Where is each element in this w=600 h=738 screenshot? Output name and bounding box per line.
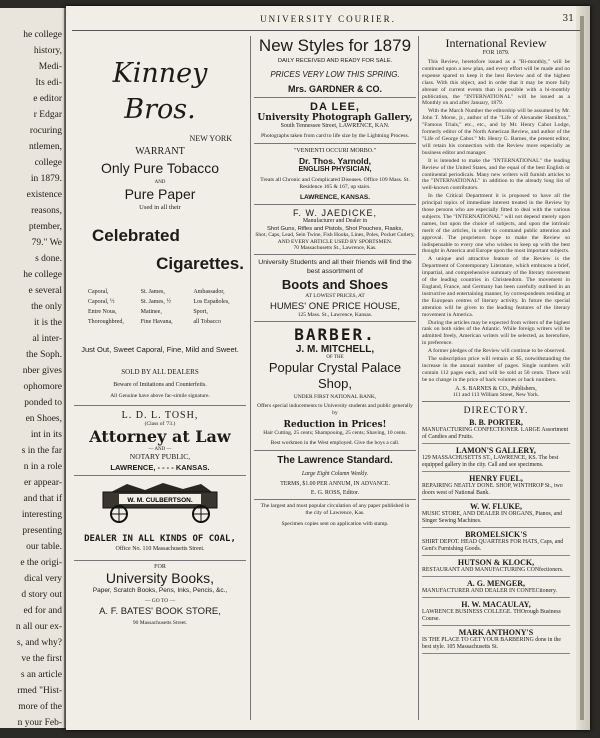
- previous-page-text-line: rmed "Hist-: [17, 686, 62, 696]
- review-paragraph: With the March Number the editorship will be assumed by Mr. John T. Morse, jr., author of the "Life of Alexander Hamilton," "Famous Trials," etc., etc., and by Mr. Henry Cabot Lodge, formerly editor of the North American Review, and author of the "Life of George Cabot." Mr. Henry G. Barnes, the present editor, will retain his connection with the Review more especially as business editor and manager.: [422, 108, 570, 156]
- divider: [254, 499, 416, 500]
- previous-page-text-line: history,: [33, 46, 62, 56]
- jaedicke-goods2: Shot, Caps, Lead, Sein Twine, Fish Hooks, Lines, Poles, Pocket Cutlery,: [255, 232, 415, 238]
- previous-page-text-line: n in a role: [23, 462, 62, 472]
- standard-circulation: The largest and most popular circulation of any paper published in the city of Lawrence, Kas.: [260, 503, 410, 516]
- divider: [254, 321, 416, 322]
- kinney-brands: [74, 287, 246, 327]
- tosh-class: (Class of '73.): [144, 421, 176, 427]
- coal-dealer: DEALER IN ALL KINDS OF COAL,: [84, 534, 236, 544]
- standard-specimen: Specimen copies sent on application with stamp.: [281, 521, 389, 527]
- humes-house: HUMES' ONE PRICE HOUSE,: [269, 301, 401, 312]
- directory-entry: [422, 418, 570, 444]
- directory-entry-description: SHIRT DEPOT. HEAD QUARTERS FOR HATS, Caps, and Gent's Furnishing Goods.: [422, 538, 564, 552]
- previous-page-text-line: the Soph.: [26, 350, 62, 360]
- barber-heading: BARBER.: [294, 325, 376, 344]
- binding-edge: [580, 16, 584, 720]
- newspaper-page: [66, 6, 590, 730]
- barber-under: UNDER FIRST NATIONAL BANK,: [293, 394, 377, 400]
- coal-office: Office No. 110 Massachusetts Street.: [115, 546, 205, 552]
- bates-address: 90 Massachusetts Street.: [132, 620, 188, 626]
- page-number: 31: [562, 14, 574, 24]
- review-publisher: A. S. BARNES & CO., Publishers,: [455, 385, 537, 392]
- dalee-gallery: University Photograph Gallery,: [257, 113, 413, 123]
- previous-page-text-line: e the origi-: [20, 558, 62, 568]
- previous-page-text-line: nber gives: [22, 366, 62, 376]
- brand: Fine Havana,: [140, 319, 173, 325]
- page-header-title: UNIVERSITY COURIER.: [260, 14, 396, 24]
- standard-large: Large Eight Column Weekly.: [301, 471, 369, 477]
- directory-title: DIRECTORY.: [463, 405, 529, 416]
- jaedicke-goods3: AND EVERY ARTICLE USED BY SPORTSMEN.: [277, 239, 393, 245]
- jaedicke-address: 70 Massachusetts St., Lawrence, Kas.: [293, 245, 377, 251]
- previous-page-text-line: and that if: [23, 494, 62, 504]
- previous-page-text-line: n all our ex-: [15, 622, 62, 632]
- brand: Los Españoles,: [193, 299, 230, 305]
- previous-page-text-line: ntlemen,: [29, 142, 62, 152]
- divider: [422, 443, 570, 444]
- yarnold-name: Dr. Thos. Yarnold,: [298, 156, 372, 166]
- directory-entry-name: W. W. FLUKE,: [470, 501, 522, 511]
- barber-reduction: Reduction in Prices!: [283, 420, 387, 430]
- previous-page-text-line: Medi-: [38, 62, 62, 72]
- kinney-and: AND: [154, 180, 166, 185]
- directory-entry-description: RESTAURANT AND MANUFACTURING CONfectioners.: [422, 566, 564, 573]
- review-paragraph: The subscription price will remain at $5, notwithstanding the increase in the annual number of pages. Single numbers will contain 112 pages each, and will be sold at 50 cents. There will be no change in the price of back volumes or back numbers.: [422, 356, 570, 383]
- divider: [422, 471, 570, 472]
- tosh-attorney: Attorney at Law: [89, 427, 231, 446]
- previous-page-text-line: ponded to: [24, 398, 62, 408]
- divider: [74, 405, 246, 406]
- directory-list: [422, 418, 570, 654]
- review-year: FOR 1879.: [482, 50, 510, 56]
- brand: Caporal,: [88, 289, 109, 295]
- advert-column-middle: [254, 36, 416, 527]
- books-title: University Books,: [105, 570, 215, 586]
- tosh-and: — AND —: [148, 447, 172, 452]
- previous-page-edge: [0, 8, 66, 728]
- directory-entry-description: 129 MASSACHUSETTS ST., LAWRENCE, KS. The best equipped gallery in the city. Call and see specimens.: [422, 454, 559, 468]
- directory-entry: [422, 600, 570, 626]
- yarnold-text: Treats all Chronic and Complicated Diseases. Office 109 Mass. St. Residence 165 & 167, up stairs.: [260, 177, 410, 190]
- brand: Matinee,: [140, 309, 162, 315]
- directory-entry-description: IS THE PLACE TO GET YOUR BARBERING done in the best style. 105 Massachusetts St.: [422, 636, 561, 650]
- previous-page-text-line: al inter-: [32, 334, 62, 344]
- previous-page-text-line: ed for and: [23, 606, 62, 616]
- directory-entry: [422, 502, 570, 528]
- jaedicke-goods: Shot Guns, Rifles and Pistols, Shot Pouches, Flasks,: [267, 226, 403, 232]
- previous-page-text-line: dical very: [24, 574, 62, 584]
- humes-address: 125 Mass. St., Lawrence, Kansas.: [297, 312, 373, 318]
- divider: [422, 597, 570, 598]
- previous-page-text-line: s an article: [20, 670, 62, 680]
- kinney-used-in: Used in all their: [139, 204, 181, 211]
- barber-shop: Popular Crystal Palace Shop,: [268, 360, 402, 391]
- previous-page-text-line: ophomore: [23, 382, 62, 392]
- divider: [422, 625, 570, 626]
- divider: [74, 560, 246, 561]
- previous-page-text-line: r Edgar: [33, 110, 62, 120]
- directory-entry-name: A. G. MENGER,: [467, 578, 525, 588]
- tosh-notary: NOTARY PUBLIC,: [129, 452, 191, 461]
- cart-label: W. M. CULBERTSON.: [127, 497, 193, 504]
- jaedicke-name: F. W. JAEDICKE,: [292, 208, 377, 218]
- divider: [422, 499, 570, 500]
- previous-page-text-line: e editor: [33, 94, 62, 104]
- kinney-warrant: WARRANT: [135, 146, 185, 157]
- barber-of-the: OF THE: [326, 355, 344, 360]
- directory-entry-description: MUSIC STORE, AND DEALER IN ORGANS, Pianos, and Singer Sewing Machines.: [422, 510, 562, 524]
- brand: Caporal, ½: [88, 299, 115, 305]
- styles-prices: PRICES VERY LOW THIS SPRING.: [270, 70, 400, 79]
- brand: all Tobacco: [193, 319, 221, 325]
- review-paragraph: During the articles may be expected from writers of the highest rank on both sides of the Atlantic. While foreign writers will be admitted freely, American writers will be selected, as heretofore, in preference.: [422, 319, 570, 347]
- directory-entry-name: B. B. PORTER,: [469, 417, 523, 427]
- humes-boots: Boots and Shoes: [281, 277, 389, 292]
- brand: Entre Nous,: [88, 309, 117, 315]
- directory-entry: [422, 558, 570, 577]
- review-paragraph: A unique and attractive feature of the Review is the Department of Contemporary Literature, which embraces a brief, impartial, and comprehensive summary of the literary movement of the leading countries in Christendom. The movement in England, France, and Germany has been carefully outlined in an instructive and entertaining manner, by correspondents residing at the European centres of literary activity. In future the special attention will be given to the leading features of the literary movement in America.: [422, 256, 570, 318]
- header-rule: [72, 30, 580, 31]
- directory-entry: [422, 474, 570, 500]
- directory-entry-description: LAWRENCE BUSINESS COLLEGE. THOrough Business Course.: [422, 608, 561, 622]
- previous-page-text-line: presenting: [22, 526, 62, 536]
- previous-page-text-line: existence: [26, 190, 62, 200]
- previous-page-text-line: n your Feb-: [17, 718, 62, 728]
- kinney-just-out: Just Out, Sweet Caporal, Fine, Mild and Sweet.: [81, 345, 239, 354]
- directory-entry: [422, 579, 570, 598]
- previous-page-text-line: 79." We: [31, 238, 62, 248]
- kinney-celebrated: Celebrated: [92, 226, 180, 245]
- directory-entry-description: MANUFACTURER AND DEALER IN CONFECtionery.: [422, 587, 557, 594]
- gardner-name: Mrs. GARDNER & CO.: [287, 84, 382, 94]
- brand: Thoroughbred,: [88, 319, 124, 325]
- tosh-location: LAWRENCE, - - - - KANSAS.: [110, 463, 210, 472]
- previous-page-text-line: rocuring: [29, 126, 62, 136]
- review-publisher-address: 111 and 113 William Street, New York.: [452, 391, 540, 398]
- kinney-sold-by: SOLD BY ALL DEALERS: [121, 368, 199, 376]
- kinney-cigarettes: Cigarettes.: [156, 254, 244, 273]
- coal-cart-illustration: [97, 480, 223, 524]
- previous-page-text-line: reasons,: [31, 206, 62, 216]
- previous-page-text-line: it is the: [34, 318, 62, 328]
- kinney-genuine: All Genuine have above fac-simile signature.: [110, 393, 210, 399]
- previous-page-text-line: interesting: [21, 510, 62, 520]
- kinney-beware: Beware of Imitations and Counterfeits.: [113, 382, 207, 388]
- standard-editor: E. G. ROSS, Editor.: [310, 490, 360, 496]
- previous-page-text-line: in 1879.: [30, 174, 62, 184]
- kinney-pure-paper: Pure Paper: [124, 186, 196, 202]
- divider: [422, 401, 570, 402]
- directory-entry-description: REPAIRING NEATLY DONE. SHOP, WINTHROP St., two doors west of National Bank.: [422, 482, 563, 496]
- barber-offers: Offers special inducements to University students and public generally by: [257, 403, 413, 416]
- bates-store: A. F. BATES' BOOK STORE,: [99, 606, 221, 617]
- brand: St. James,: [140, 289, 165, 295]
- directory-entry: [422, 628, 570, 654]
- jaedicke-sub: Manufacturer and Dealer in: [302, 218, 368, 224]
- divider: [254, 254, 416, 255]
- previous-page-text-line: ptember,: [28, 222, 62, 232]
- divider: [422, 527, 570, 528]
- previous-page-text-line: college: [34, 158, 62, 168]
- review-paragraph: A former pledges of the Review will continue to be observed.: [428, 348, 566, 355]
- review-paragraph: This Review, heretofore issued as a "Bi-monthly," will be continued upon a new plan, and every effort will be made and no expense spared to keep it the best Review and of the highest class. With this object, and in order that it may be more fully abreast of current events than is possible with a bi-monthly publication, the "INTERNATIONAL" will be issued as a Monthly on and after January, 1879.: [422, 59, 570, 107]
- review-title: International Review: [445, 36, 547, 50]
- kinney-city: NEW YORK: [189, 134, 232, 143]
- barber-prices: Hair Cutting, 25 cents; Shampooing, 25 cents; Shaving, 10 cents.: [263, 430, 407, 436]
- divider: [254, 143, 416, 144]
- yarnold-motto: "VENIENTI OCCURI MORBO.": [293, 148, 377, 154]
- previous-page-text-line: our table.: [26, 542, 62, 552]
- yarnold-title: ENGLISH PHYSICIAN,: [298, 166, 372, 173]
- review-and-directory-column: [422, 36, 570, 656]
- kinney-only-pure: Only Pure Tobacco: [100, 160, 220, 176]
- brand: St. James, ½: [140, 299, 171, 305]
- books-go-to: — GO TO —: [144, 598, 176, 604]
- dalee-note: Photographs taken from card to life size by the Lightning Process.: [260, 133, 410, 139]
- directory-entry-name: BROMELSICK'S: [465, 529, 527, 539]
- books-subtitle: Paper, Scratch Books, Pens, Inks, Pencis, &c.,: [92, 587, 228, 594]
- previous-page-text-line: more of the: [18, 702, 62, 712]
- directory-entry-name: H. W. MACAULAY,: [461, 599, 531, 609]
- previous-page-text-line: s, and why?: [16, 638, 62, 648]
- barber-workmen: Best workmen in the West employed. Give the boys a call.: [270, 440, 400, 446]
- humes-lowest: AT LOWEST PRICES, AT: [305, 293, 365, 299]
- directory-entry-name: MARK ANTHONY'S: [458, 627, 534, 637]
- previous-page-text-line: e several: [28, 286, 62, 296]
- review-body: [422, 59, 570, 384]
- barber-name: J. M. MITCHELL,: [295, 344, 375, 355]
- kinney-signature: Kinney Bros.: [112, 58, 208, 125]
- dalee-address: South Tennessee Street, LAWRENCE, KAN.: [280, 123, 390, 129]
- brand: Ambassador,: [193, 289, 225, 295]
- previous-page-text-line: d story out: [21, 590, 62, 600]
- previous-page-text-line: he college: [23, 270, 62, 280]
- column-divider: [250, 36, 251, 720]
- divider: [422, 555, 570, 556]
- previous-page-text-line: int in its: [30, 430, 62, 440]
- previous-page-text-line: en Shoes,: [25, 414, 62, 424]
- directory-entry: [422, 446, 570, 472]
- standard-title: The Lawrence Standard.: [277, 455, 393, 466]
- styles-daily: DAILY RECEIVED AND READY FOR SALE.: [277, 58, 393, 64]
- directory-entry-name: HUTSON & KLOCK,: [457, 557, 535, 567]
- previous-page-text-line: the only: [31, 302, 62, 312]
- directory-entry: [422, 530, 570, 556]
- review-paragraph: It is intended to make the "INTERNATIONAL" the leading Review of the United States, and the equal of the best English or continental periodicals. Many new writers will furnish articles to the "INTERNATIONAL" in addition to the already long list of well-known contributors.: [422, 157, 570, 192]
- previous-page-text-line: Its edi-: [35, 78, 62, 88]
- humes-intro: University Students and all their friends will find the best assortment of: [258, 259, 412, 275]
- coal-cart-drawing: [97, 480, 223, 524]
- previous-page-text-line: ve the first: [21, 654, 62, 664]
- brand: Sport,: [193, 309, 208, 315]
- divider: [74, 475, 246, 476]
- directory-entry-name: LAMON'S GALLERY,: [456, 445, 536, 455]
- column-divider: [418, 36, 419, 720]
- yarnold-location: LAWRENCE, KANSAS.: [299, 194, 371, 201]
- directory-entry-description: MANUFACTURING CONFECTIONER. LARGE Assortment of Candies and Fruits.: [422, 426, 569, 440]
- divider: [422, 653, 570, 654]
- standard-terms: TERMS, $1.00 PER ANNUM, IN ADVANCE.: [280, 481, 390, 487]
- divider: [254, 97, 416, 98]
- dalee-name: DA LEE,: [310, 101, 360, 113]
- directory-entry-name: HENRY FUEL,: [469, 473, 523, 483]
- previous-page-text-line: he college: [23, 30, 62, 40]
- divider: [422, 576, 570, 577]
- styles-heading: New Styles for 1879: [258, 36, 412, 55]
- divider: [254, 450, 416, 451]
- previous-page-text-line: s done.: [35, 254, 62, 264]
- books-for: FOR: [154, 564, 166, 570]
- previous-page-text-line: s in the far: [21, 446, 62, 456]
- advert-column-left: [74, 36, 246, 626]
- review-paragraph: In the Critical Department it is proposed to have all the principal topics of immediate interest treated in the Review by those persons who are especially fitted to deal with the various subjects. The "INTERNATIONAL" will not depend merely upon names, but upon the choice of subjects, and upon the intrinsic merit of the articles, in order to command public attention and approval. The proprietors hope to make the Review so indispensable to every one who wishes to keep up with the best thought in America and Europe upon the most important subjects.: [422, 193, 570, 255]
- tosh-name: L. D. L. TOSH,: [121, 410, 199, 421]
- previous-page-text-line: er appear-: [23, 478, 62, 488]
- divider: [254, 204, 416, 205]
